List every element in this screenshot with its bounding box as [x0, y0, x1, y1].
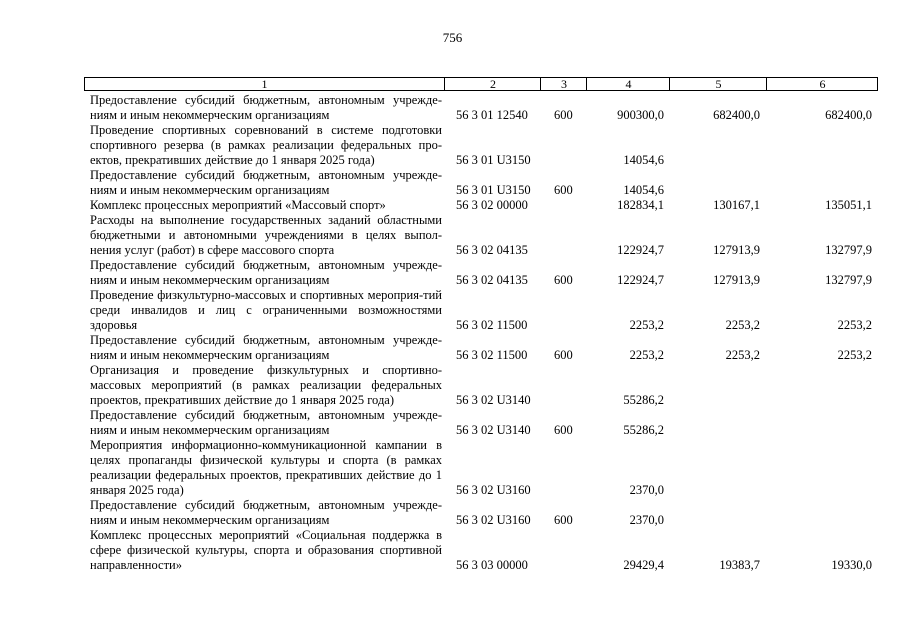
row-value-2026: 2253,2 — [725, 348, 760, 362]
table-row — [84, 198, 878, 213]
table-row — [84, 333, 878, 363]
table-row — [84, 123, 878, 168]
row-type: 600 — [554, 423, 573, 437]
row-name: Предоставление субсидий бюджетным, автономным учрежде-ниям и иным некоммерческим организациям — [90, 258, 442, 287]
row-name: Комплекс процессных мероприятий «Массовый спорт» — [90, 198, 386, 212]
row-type: 600 — [554, 108, 573, 122]
table-row — [84, 168, 878, 198]
row-name: Комплекс процессных мероприятий «Социальная поддержка в сфере физической культуры, спорта и образования спортивной направленности» — [90, 528, 442, 572]
header-col-2: 2 — [444, 78, 541, 90]
row-value-2025: 182834,1 — [617, 198, 664, 212]
table-row — [84, 93, 878, 123]
row-name: Предоставление субсидий бюджетным, автономным учрежде-ниям и иным некоммерческим организациям — [90, 408, 442, 437]
row-code: 56 3 02 04135 — [456, 243, 528, 257]
row-value-2026: 2253,2 — [725, 318, 760, 332]
row-name: Организация и проведение физкультурных и спортивно-массовых мероприятий (в рамках реализации федеральных проектов, прекративших действие до 1 января 2025 года) — [90, 363, 442, 407]
row-type: 600 — [554, 348, 573, 362]
row-name: Проведение спортивных соревнований в системе подготовки спортивного резерва (в рамках реализации федеральных про-ектов, прекративших действие до 1 января 2025 года) — [90, 123, 442, 167]
header-col-3: 3 — [540, 78, 587, 90]
row-value-2025: 55286,2 — [623, 393, 664, 407]
row-name: Мероприятия информационно-коммуникационной кампании в целях пропаганды физической культуры и спорта (в рамках реализации федеральных проектов, прекративших действие до 1 января 2025 года) — [90, 438, 442, 497]
table-row — [84, 438, 878, 498]
row-code: 56 3 03 00000 — [456, 558, 528, 572]
table-header — [84, 77, 878, 91]
row-value-2025: 55286,2 — [623, 423, 664, 437]
row-code: 56 3 01 12540 — [456, 108, 528, 122]
row-code: 56 3 02 U3160 — [456, 513, 531, 527]
row-value-2027: 135051,1 — [825, 198, 872, 212]
table-row — [84, 288, 878, 333]
row-value-2025: 2370,0 — [629, 513, 664, 527]
row-name: Предоставление субсидий бюджетным, автономным учрежде-ниям и иным некоммерческим организациям — [90, 333, 442, 362]
row-value-2026: 127913,9 — [713, 273, 760, 287]
row-type: 600 — [554, 183, 573, 197]
row-code: 56 3 02 U3160 — [456, 483, 531, 497]
row-code: 56 3 02 U3140 — [456, 423, 531, 437]
row-value-2027: 132797,9 — [825, 243, 872, 257]
row-value-2025: 2370,0 — [629, 483, 664, 497]
row-code: 56 3 01 U3150 — [456, 183, 531, 197]
row-value-2025: 122924,7 — [617, 273, 664, 287]
header-col-4: 4 — [586, 78, 670, 90]
row-code: 56 3 02 11500 — [456, 348, 528, 362]
row-name: Проведение физкультурно-массовых и спортивных мероприя-тий среди инвалидов и лиц с ограниченными возможностями здоровья — [90, 288, 442, 332]
header-col-5: 5 — [669, 78, 767, 90]
row-name: Предоставление субсидий бюджетным, автономным учрежде-ниям и иным некоммерческим организациям — [90, 168, 442, 197]
header-col-6: 6 — [766, 78, 878, 90]
row-name: Предоставление субсидий бюджетным, автономным учрежде-ниям и иным некоммерческим организациям — [90, 498, 442, 527]
row-code: 56 3 02 00000 — [456, 198, 528, 212]
table-row — [84, 363, 878, 408]
row-value-2027: 682400,0 — [825, 108, 872, 122]
row-value-2025: 14054,6 — [623, 183, 664, 197]
table-row — [84, 213, 878, 258]
row-name: Расходы на выполнение государственных заданий областными бюджетными и автономными учреждениями в целях выпол-нения услуг (работ) в сфере массового спорта — [90, 213, 442, 257]
row-value-2027: 2253,2 — [837, 348, 872, 362]
table-row — [84, 528, 878, 573]
page-number: 756 — [442, 30, 463, 45]
row-value-2025: 29429,4 — [623, 558, 664, 572]
table-row — [84, 408, 878, 438]
row-value-2027: 2253,2 — [837, 318, 872, 332]
header-col-1: 1 — [261, 77, 268, 91]
row-value-2026: 127913,9 — [713, 243, 760, 257]
table-row — [84, 258, 878, 288]
row-value-2027: 19330,0 — [831, 558, 872, 572]
row-code: 56 3 02 11500 — [456, 318, 528, 332]
row-value-2027: 132797,9 — [825, 273, 872, 287]
table-body — [84, 93, 878, 573]
row-value-2025: 2253,2 — [629, 348, 664, 362]
row-type: 600 — [554, 513, 573, 527]
row-value-2026: 19383,7 — [719, 558, 760, 572]
row-value-2026: 130167,1 — [713, 198, 760, 212]
row-value-2025: 2253,2 — [629, 318, 664, 332]
row-name: Предоставление субсидий бюджетным, автономным учрежде-ниям и иным некоммерческим организациям — [90, 93, 442, 122]
row-value-2025: 122924,7 — [617, 243, 664, 257]
row-value-2026: 682400,0 — [713, 108, 760, 122]
row-value-2025: 14054,6 — [623, 153, 664, 167]
row-code: 56 3 02 04135 — [456, 273, 528, 287]
row-code: 56 3 02 U3140 — [456, 393, 531, 407]
row-code: 56 3 01 U3150 — [456, 153, 531, 167]
row-value-2025: 900300,0 — [617, 108, 664, 122]
row-type: 600 — [554, 273, 573, 287]
table-row — [84, 498, 878, 528]
